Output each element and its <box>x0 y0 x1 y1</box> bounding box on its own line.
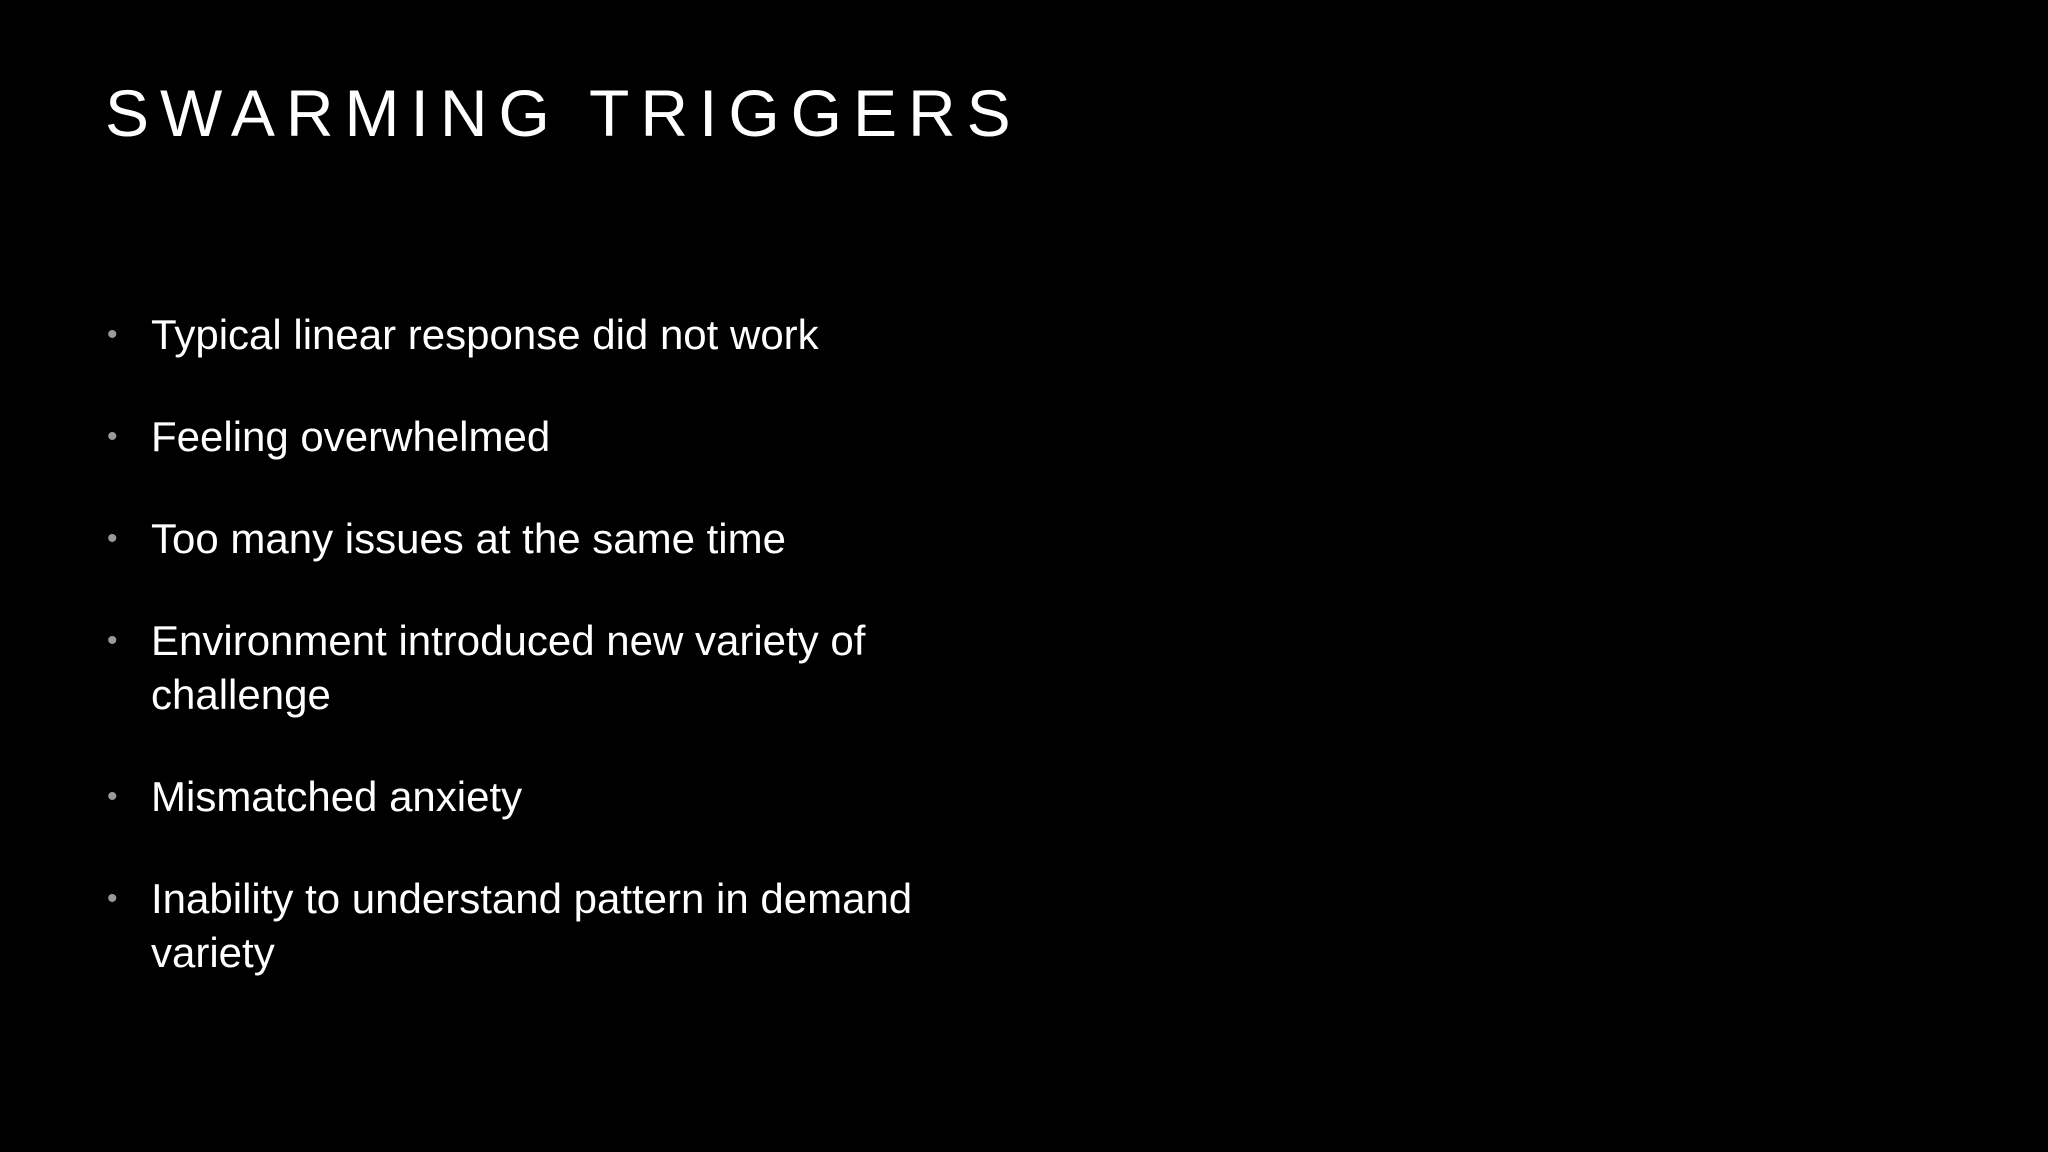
list-item-text: Mismatched anxiety <box>151 773 523 820</box>
bullet-icon: • <box>107 780 118 813</box>
list-item-text: Feeling overwhelmed <box>151 413 551 460</box>
list-item <box>105 512 925 566</box>
list-item <box>105 872 925 980</box>
list-item <box>105 410 925 464</box>
bullet-list <box>105 308 925 1028</box>
bullet-icon: • <box>107 624 118 657</box>
slide-title: SWARMING TRIGGERS <box>105 76 1022 150</box>
list-item-text: Inability to understand pattern in demand variety <box>151 875 913 976</box>
list-item <box>105 308 925 362</box>
list-item-text: Environment introduced new variety of challenge <box>151 617 866 718</box>
bullet-icon: • <box>107 882 118 915</box>
list-item <box>105 614 925 722</box>
bullet-icon: • <box>107 318 118 351</box>
list-item-text: Too many issues at the same time <box>151 515 786 562</box>
list-item-text: Typical linear response did not work <box>151 311 819 358</box>
list-item <box>105 770 925 824</box>
bullet-icon: • <box>107 522 118 555</box>
bullet-icon: • <box>107 420 118 453</box>
